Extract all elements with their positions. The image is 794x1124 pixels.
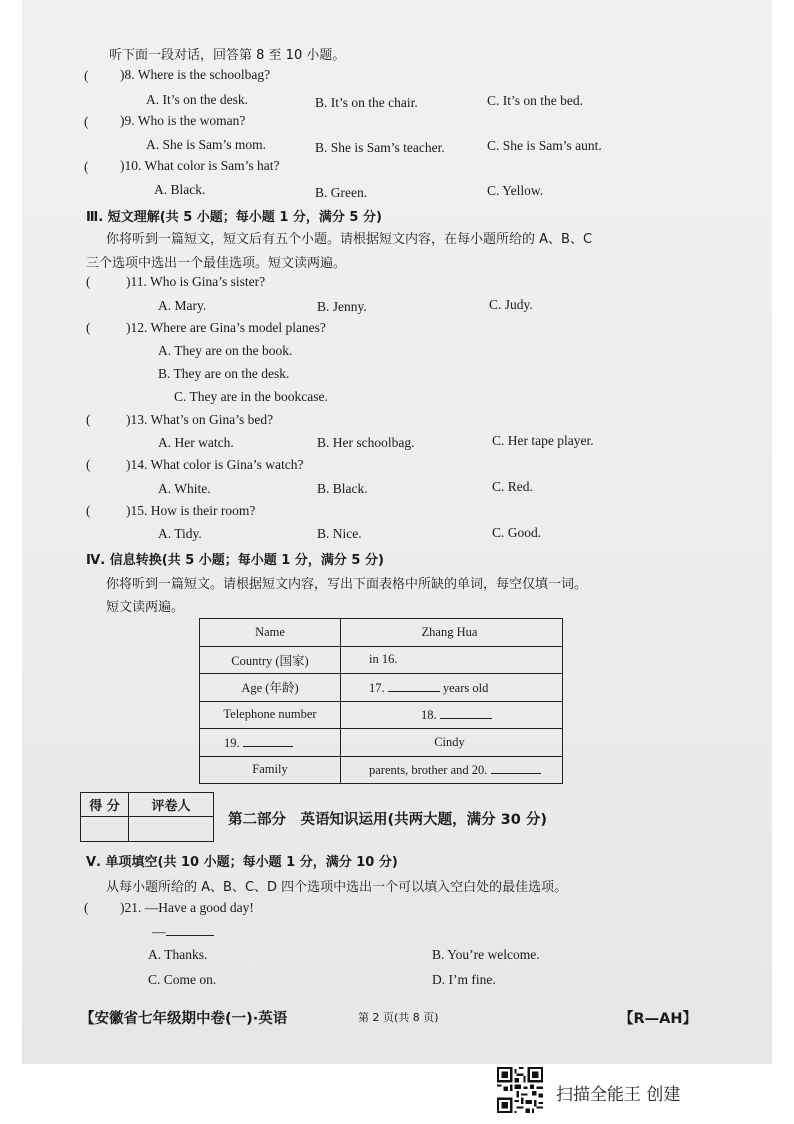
score-cell[interactable] — [81, 817, 129, 841]
option-c: C. Judy. — [489, 297, 533, 312]
scanner-watermark-label: 扫描全能王 创建 — [556, 1085, 681, 1105]
table-cell-value — [341, 674, 563, 702]
page-number: 第 2 页(共 8 页) — [358, 1011, 439, 1024]
section-5-instruction: 从每小题所给的 A、B、C、D 四个选项中选出一个可以填入空白处的最佳选项。 — [106, 880, 568, 895]
instruction-8-10: 听下面一段对话，回答第 8 至 10 小题。 — [109, 48, 346, 63]
option-a: A. It’s on the desk. — [146, 92, 248, 107]
fill-in-blank[interactable] — [166, 923, 214, 936]
table-row — [200, 646, 563, 674]
option-a: A. Her watch. — [158, 435, 234, 450]
fill-in-blank[interactable] — [440, 706, 492, 719]
footer-title: 【安徽省七年级期中卷(一)·英语 — [80, 1011, 288, 1027]
section-4-title: Ⅳ. 信息转换(共 5 小题；每小题 1 分，满分 5 分) — [86, 553, 384, 568]
option-b: B. She is Sam’s teacher. — [315, 140, 445, 155]
answer-paren: ( — [86, 503, 91, 518]
table-row — [200, 701, 563, 729]
grader-cell[interactable] — [129, 817, 213, 841]
footer-code: 【R—AH】 — [619, 1011, 698, 1027]
blank-19-number: 19. — [224, 735, 240, 750]
option-c: C. Her tape player. — [492, 433, 594, 448]
show-through-text: . . . . . . . . . . . . . — [542, 330, 617, 344]
reply-line — [152, 923, 214, 940]
answer-paren: ( — [86, 457, 91, 472]
section-3-instruction: 三个选项中选出一个最佳选项。短文读两遍。 — [86, 256, 347, 271]
option-b: B. Black. — [317, 481, 368, 496]
answer-paren: ( — [84, 114, 89, 129]
blank-17-suffix: years old — [442, 680, 489, 695]
table-cell-label: Country (国家) — [200, 646, 341, 674]
info-table — [199, 618, 563, 784]
question-stem: )21. —Have a good day! — [120, 900, 254, 915]
option-c: C. They are in the bookcase. — [174, 389, 328, 404]
table-cell-value — [341, 646, 563, 674]
qr-code-icon — [497, 1067, 543, 1113]
blank-17-number: 17. — [369, 680, 385, 695]
section-4-instruction: 你将听到一篇短文。请根据短文内容，写出下面表格中所缺的单词，每空仅填一词。 — [106, 577, 588, 592]
table-cell-value — [341, 756, 563, 784]
option-c: C. It’s on the bed. — [487, 93, 583, 108]
option-b: B. Green. — [315, 185, 368, 200]
table-cell-label: Family — [200, 756, 341, 784]
question-stem: )12. Where are Gina’s model planes? — [126, 320, 326, 335]
blank-18-number: 18. — [421, 708, 437, 723]
option-a: A. Black. — [154, 182, 206, 197]
option-a: A. She is Sam’s mom. — [146, 137, 267, 152]
table-row — [200, 756, 563, 784]
answer-paren: ( — [86, 274, 91, 289]
question-stem: )10. What color is Sam’s hat? — [120, 158, 280, 173]
question-stem: )13. What’s on Gina’s bed? — [126, 412, 274, 427]
option-d: D. I’m fine. — [432, 972, 496, 987]
question-stem: )8. Where is the schoolbag? — [120, 67, 271, 82]
table-cell-value: Zhang Hua — [341, 619, 563, 647]
answer-paren: ( — [84, 68, 89, 83]
answer-paren: ( — [86, 320, 91, 335]
score-box — [80, 792, 214, 842]
option-c: C. She is Sam’s aunt. — [487, 138, 602, 153]
fill-in-blank[interactable] — [388, 679, 440, 692]
table-cell-value: Cindy — [341, 729, 563, 757]
question-stem: )15. How is their room? — [126, 503, 256, 518]
option-c: C. Good. — [492, 525, 542, 540]
show-through-text: . . . . . . . . . . . . . — [542, 40, 617, 54]
answer-paren: ( — [86, 412, 91, 427]
option-c: C. Yellow. — [487, 183, 544, 198]
grader-label: 评卷人 — [129, 793, 213, 817]
exam-page — [22, 0, 772, 1064]
answer-paren: ( — [84, 900, 89, 915]
table-cell-label: Name — [200, 619, 341, 647]
option-b: B. Jenny. — [317, 299, 367, 314]
table-row — [200, 729, 563, 757]
blank-16-text: in 16. — [369, 652, 398, 667]
table-row — [200, 619, 563, 647]
table-row — [200, 674, 563, 702]
section-3-title: Ⅲ. 短文理解(共 5 小题；每小题 1 分，满分 5 分) — [86, 210, 382, 225]
table-cell-label: Telephone number — [200, 701, 341, 729]
option-a: A. Mary. — [158, 298, 207, 313]
option-a: A. White. — [158, 481, 211, 496]
option-b: B. Her schoolbag. — [317, 435, 415, 450]
table-cell-label: Age (年龄) — [200, 674, 341, 702]
section-3-instruction: 你将听到一篇短文，短文后有五个小题。请根据短文内容，在每小题所给的 A、B、C — [106, 232, 593, 247]
option-b: B. You’re welcome. — [432, 947, 540, 962]
question-stem: )9. Who is the woman? — [120, 113, 246, 128]
table-cell-value — [341, 701, 563, 729]
fill-in-blank[interactable] — [243, 734, 293, 747]
table-cell-label — [200, 729, 341, 757]
part-2-title: 第二部分 英语知识运用(共两大题，满分 30 分) — [228, 812, 548, 828]
dash: — — [152, 924, 166, 939]
option-a: A. Tidy. — [158, 526, 202, 541]
fill-in-blank[interactable] — [491, 761, 541, 774]
question-stem: )11. Who is Gina’s sister? — [126, 274, 266, 289]
option-c: C. Red. — [492, 479, 533, 494]
option-b: B. Nice. — [317, 526, 362, 541]
section-5-title: Ⅴ. 单项填空(共 10 小题；每小题 1 分，满分 10 分) — [86, 855, 398, 870]
answer-paren: ( — [84, 159, 89, 174]
score-label: 得 分 — [81, 793, 129, 817]
option-b: B. They are on the desk. — [158, 366, 290, 381]
blank-20-text: parents, brother and 20. — [369, 763, 488, 778]
option-a: A. They are on the book. — [158, 343, 293, 358]
section-4-instruction: 短文读两遍。 — [106, 600, 185, 615]
option-c: C. Come on. — [148, 972, 217, 987]
question-stem: )14. What color is Gina’s watch? — [126, 457, 304, 472]
option-a: A. Thanks. — [148, 947, 208, 962]
option-b: B. It’s on the chair. — [315, 95, 418, 110]
